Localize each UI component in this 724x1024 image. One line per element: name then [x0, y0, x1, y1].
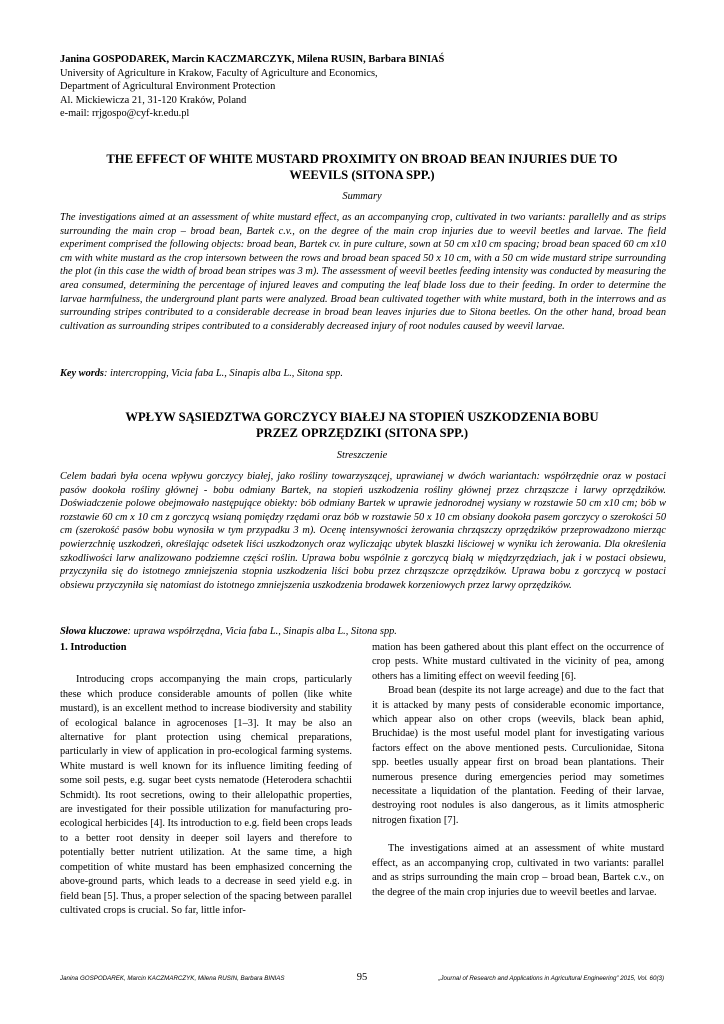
footer-journal: „Journal of Research and Applications in Agricultural Engineering” 2015, Vol. 60(3) [438, 975, 664, 982]
footer-authors: Janina GOSPODAREK, Marcin KACZMARCZYK, Milena RUSIN, Barbara BINIAS [60, 975, 285, 982]
streszczenie-label: Streszczenie [336, 450, 388, 461]
polish-title-line-1: WPŁYW SĄSIEDZTWA GORCZYCY BIAŁEJ NA STOPIEŃ USZKODZENIA BOBU [125, 410, 599, 424]
author-names: Janina GOSPODAREK, Marcin KACZMARCZYK, Milena RUSIN, Barbara BINIAŚ [60, 54, 445, 65]
english-abstract: The investigations aimed at an assessment of white mustard effect, as an accompanying crop, cultivated in two variants: parallelly and as strips surrounding the main crop – broad bean, Bartek c.v., on the degree of the main crop injuries due to weevil beetles and larvae. The field experiment comprised the following objects: broad bean, Bartek cv. in pure culture, sown at 50 cm x10 cm spacing; broad bean spaced 60 cm x10 cm with white mustard as the crop intersown between the rows and broad bean spaced 50 x 10 cm, with a 50 cm wide mustard stripe surrounding the plot (in this case the width of broad bean stripes was 3 m). The assessment of weevil beetles feeding intensity was conducted by measuring the area consumed, determining the percentage of injured leaves and computing the leaf blade loss due to their feeding. In order to determine the larvae harmfulness, the underground plant parts were analyzed. Broad bean cultivated together with white mustard, both in the interrows and as surrounding stripes contributed to a considerable decrease in broad bean leaves injuries due to Sitona beetles. On the other hand, broad bean cultivation as surrounding stripes contributed to a considerably decreased injury of root nodules caused by weevil larvae. [60, 212, 666, 332]
body-left-column [60, 641, 352, 918]
email: e-mail: rrjgospo@cyf-kr.edu.pl [60, 108, 190, 120]
affiliation-line-2: Department of Agricultural Environment Protection [60, 81, 276, 93]
keywords-text: : intercropping, Vicia faba L., Sinapis alba L., Sitona spp. [103, 368, 343, 379]
keywords-label: Key words [60, 368, 104, 379]
author-block [60, 53, 660, 121]
affiliation-line-1: University of Agriculture in Krakow, Faculty of Agriculture and Economics, [60, 67, 378, 79]
intro-paragraph-3: The investigations aimed at an assessment of white mustard effect, as an accompanying crop, cultivated in two variants: parallel and as strips surrounding the main crop – broad bean, Bartek c.v., on the degree of the main crop injuries due to weevil beetles and larvae. [372, 843, 664, 898]
intro-paragraph-2: Broad bean (despite its not large acreage) and due to the fact that it is attacked by many pests of considerable economic importance, which appear also on other crops (weevils, black bean aphid, Bruchidae) is the most useful model plant for investigating various factors effect on the above mentioned pests. Curculionidae, Sitona spp. beetles usually appear first on broad bean plantations. Their numerous presence during emergencies period may sometimes necessitate a liquidation of the plantation. Feeding of their larvae, destroying root nodules is also dangerous, as it limits atmospheric nitrogen fixation [7]. [372, 685, 664, 826]
intro-paragraph-1: Introducing crops accompanying the main crops, particularly these which produce considerable amounts of pollen (like white mustard), is an excellent method to increase biodiversity and stability of ecological balance in agrocenoses [1–3]. It may be also an alternative for plant protection using chemical preparations, particularly in view of application in pro-ecological farming systems. White mustard is well known for its influence limiting feeding of some soil pests, e.g. sugar beet cysts nematode (Heterodera schachtii Schmidt). Its root secretions, owing to their allelopathic properties, are investigated for their possible utilization for manufacturing pro-ecological herbicides [4]. Its introduction to e.g. field been crops leads to a better root density in deeper soil layers and therefore to potentially better nutrient utilization. At the same time, a high competition of white mustard has been emphasized concerning the above-ground parts, which leads to a decrease in seed yield e.g. in field bean [5]. Thus, a proper selection of the spacing between parallel cultivated crops is crucial. So far, little infor- [60, 674, 352, 916]
body-right-column [372, 641, 664, 900]
english-title-line-2: WEEVILS (SITONA SPP.) [289, 168, 435, 182]
polish-keywords [60, 625, 666, 639]
polish-abstract: Celem badań była ocena wpływu gorczycy białej, jako rośliny towarzyszącej, uprawianej w dwóch wariantach: współrzędnie oraz w postaci pasów dookoła rośliny głównej - bobu odmiany Bartek, na stopień uszkodzenia rośliny głównej przez chrząszcze i larwy oprzędzików. Doświadczenie polowe obejmowało następujące obiekty: bób odmiany Bartek w uprawie jednorodnej wysiany w rozstawie 50 cm x10 cm; bób w rozstawie 60 cm x 10 cm z gorczycą wsianą pomiędzy rzędami oraz bób w rozstawie 50 x 10 cm obsiany dookoła pasem gorczycy o szerokości 50 cm (szerokość pasów bobu wynosiła w tym przypadku 3 m). Ocenę intensywności żerowania chrząszczy oprzędzików przeprowadzono mierząc powierzchnię uszkodzeń, określając odsetek liści uszkodzonych oraz wyliczając ubytek blaszki liściowej w wyniku ich żerowania. Dla określenia szkodliwości larw analizowano podziemne części roślin. Uprawa bobu wspólnie z gorczycą białą w międzyrzędziach, jak i w postaci obsiewu, przyczyniła się do istotnego zmniejszenia stopnia uszkodzenia liści bobu przez chrząszcze oprzędzików. Uprawa bobu z gorczycą w postaci obsiewu przyczyniła się natomiast do istotnego zmniejszenia uszkodzenia brodawek korzeniowych przez larwy oprzędzików. [60, 471, 666, 591]
polish-keywords-label: Słowa kluczowe [60, 626, 128, 637]
section-heading-introduction: 1. Introduction [60, 642, 127, 653]
summary-label: Summary [342, 191, 382, 202]
address: Al. Mickiewicza 21, 31-120 Kraków, Poland [60, 94, 247, 106]
english-title-line-1: THE EFFECT OF WHITE MUSTARD PROXIMITY ON BROAD BEAN INJURIES DUE TO [106, 152, 618, 166]
english-keywords [60, 367, 666, 381]
intro-paragraph-1-continued: mation has been gathered about this plant effect on the occurrence of crop pests. White mustard cultivated in the vicinity of pea, among others has a limiting effect on weevil feeding [6]. [372, 642, 664, 682]
polish-keywords-text: : uprawa współrzędna, Vicia faba L., Sinapis alba L., Sitona spp. [127, 626, 397, 637]
polish-title-line-2: PRZEZ OPRZĘDZIKI (SITONA SPP.) [255, 426, 469, 440]
page-number: 95 [356, 972, 368, 983]
english-title [52, 151, 672, 183]
polish-title [52, 409, 672, 441]
